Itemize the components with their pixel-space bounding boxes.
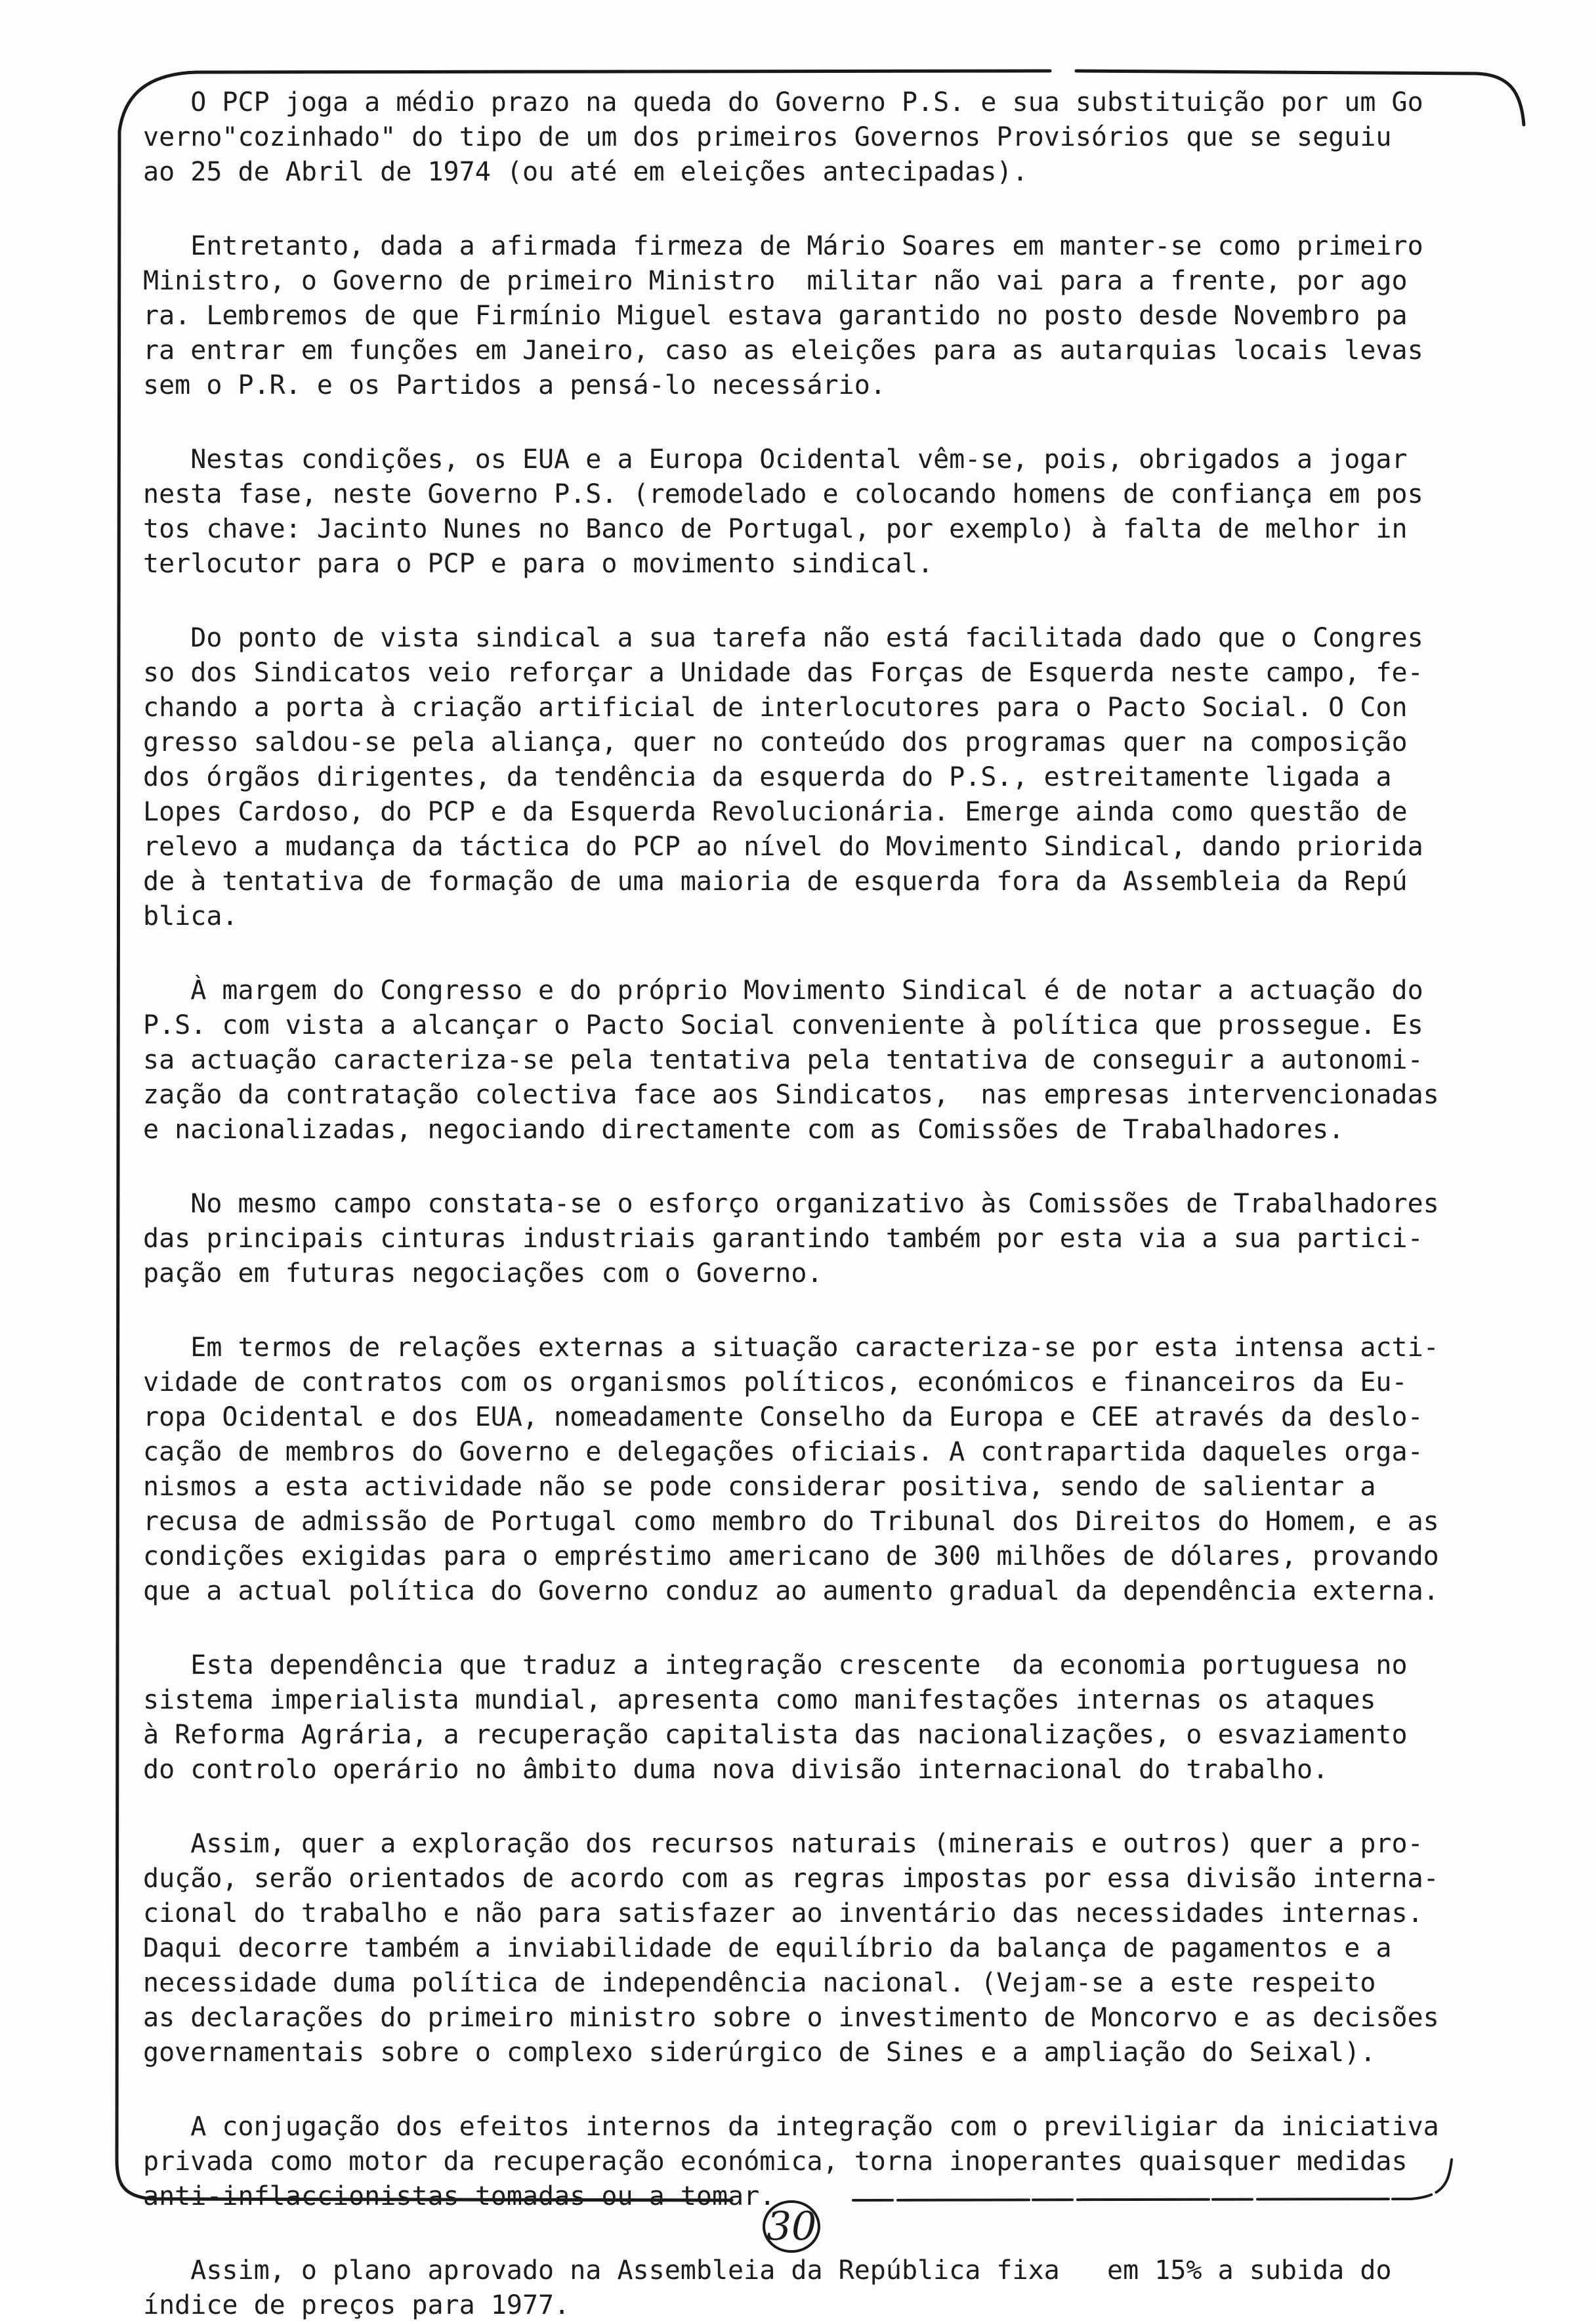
text-line: dução, serão orientados de acordo com as regras impostas por essa divisão interna-: [143, 1864, 1439, 1894]
text-line: governamentais sobre o complexo siderúrgico de Sines e a ampliação do Seixal).: [143, 2037, 1376, 2068]
text-line: pação em futuras negociações com o Governo.: [143, 1258, 823, 1289]
text-line: gresso saldou-se pela aliança, quer no conteúdo dos programas quer na composição: [143, 727, 1408, 757]
text-line: nesta fase, neste Governo P.S. (remodelado e colocando homens de confiança em pos: [143, 479, 1423, 509]
text-line: Daqui decorre também a inviabilidade de equilíbrio da balança de pagamentos e a: [143, 1933, 1392, 1963]
text-line: No mesmo campo constata-se o esforço organizativo às Comissões de Trabalhadores: [143, 1189, 1439, 1219]
text-line: sistema imperialista mundial, apresenta como manifestações internas os ataques: [143, 1685, 1376, 1715]
body-text: [143, 85, 1495, 2323]
text-line: de à tentativa de formação de uma maioria de esquerda fora da Assembleia da Repú: [143, 866, 1408, 897]
paragraph: [143, 229, 1495, 403]
text-line: Entretanto, dada a afirmada firmeza de Mário Soares em manter-se como primeiro: [143, 231, 1423, 261]
text-line: P.S. com vista a alcançar o Pacto Social conveniente à política que prossegue. Es: [143, 1010, 1423, 1040]
paragraph: [143, 1187, 1495, 1291]
text-line: zação da contratação colectiva face aos Sindicatos, nas empresas intervencionadas: [143, 1080, 1439, 1110]
text-line: relevo a mudança da táctica do PCP ao nível do Movimento Sindical, dando priorida: [143, 832, 1423, 862]
paragraph: [143, 85, 1495, 190]
paragraph: [143, 1331, 1495, 1609]
text-line: blica.: [143, 901, 238, 931]
text-line: recusa de admissão de Portugal como membro do Tribunal dos Direitos do Homem, e as: [143, 1506, 1439, 1537]
text-line: Lopes Cardoso, do PCP e da Esquerda Revolucionária. Emerge ainda como questão de: [143, 797, 1408, 827]
paragraph: [143, 973, 1495, 1147]
text-line: Ministro, o Governo de primeiro Ministro militar não vai para a frente, por ago: [143, 266, 1408, 296]
text-line: índice de preços para 1977.: [143, 2290, 570, 2320]
text-line: ra. Lembremos de que Firmínio Miguel estava garantido no posto desde Novembro pa: [143, 301, 1408, 331]
text-line: Em termos de relações externas a situação caracteriza-se por esta intensa acti-: [143, 1332, 1439, 1363]
text-line: Esta dependência que traduz a integração crescente da economia portuguesa no: [143, 1650, 1408, 1680]
text-line: à Reforma Agrária, a recuperação capitalista das nacionalizações, o esvaziamento: [143, 1720, 1408, 1750]
paragraph: [143, 2253, 1495, 2323]
text-line: Nestas condições, os EUA e a Europa Ocidental vêm-se, pois, obrigados a jogar: [143, 444, 1408, 475]
text-line: chando a porta à criação artificial de interlocutores para o Pacto Social. O Con: [143, 693, 1408, 723]
paragraph: [143, 442, 1495, 582]
text-line: O PCP joga a médio prazo na queda do Governo P.S. e sua substituição por um Go: [143, 87, 1423, 117]
text-line: nismos a esta actividade não se pode considerar positiva, sendo de salientar a: [143, 1472, 1376, 1502]
paragraph: [143, 1648, 1495, 1787]
paragraph: [143, 1827, 1495, 2070]
text-line: e nacionalizadas, negociando directamente com as Comissões de Trabalhadores.: [143, 1115, 1345, 1145]
text-line: A conjugação dos efeitos internos da integração com o previligiar da iniciativa: [143, 2112, 1439, 2142]
text-line: ra entrar em funções em Janeiro, caso as eleições para as autarquias locais levas: [143, 335, 1423, 366]
text-line: tos chave: Jacinto Nunes no Banco de Portugal, por exemplo) à falta de melhor in: [143, 514, 1408, 544]
text-line: necessidade duma política de independência nacional. (Vejam-se a este respeito: [143, 1968, 1376, 1998]
text-line: verno"cozinhado" do tipo de um dos primeiros Governos Provisórios que se seguiu: [143, 122, 1392, 152]
paragraph: [143, 2110, 1495, 2214]
text-line: as declarações do primeiro ministro sobre o investimento de Moncorvo e as decisões: [143, 2003, 1439, 2033]
text-line: sem o P.R. e os Partidos a pensá-lo necessário.: [143, 370, 886, 400]
text-line: condições exigidas para o empréstimo americano de 300 milhões de dólares, provando: [143, 1541, 1439, 1571]
text-line: so dos Sindicatos veio reforçar a Unidade das Forças de Esquerda neste campo, fe-: [143, 658, 1423, 688]
text-line: que a actual política do Governo conduz ao aumento gradual da dependência externa.: [143, 1576, 1439, 1606]
text-line: privada como motor da recuperação económica, torna inoperantes quaisquer medidas: [143, 2146, 1408, 2177]
text-line: dos órgãos dirigentes, da tendência da esquerda do P.S., estreitamente ligada a: [143, 762, 1392, 792]
paragraph: [143, 621, 1495, 934]
text-line: vidade de contratos com os organismos políticos, económicos e financeiros da Eu-: [143, 1367, 1408, 1397]
text-line: À margem do Congresso e do próprio Movimento Sindical é de notar a actuação do: [143, 975, 1423, 1006]
text-line: terlocutor para o PCP e para o movimento sindical.: [143, 549, 934, 579]
text-line: cação de membros do Governo e delegações oficiais. A contrapartida daqueles orga-: [143, 1437, 1423, 1467]
text-line: das principais cinturas industriais garantindo também por esta via a sua partici-: [143, 1224, 1423, 1254]
text-line: ao 25 de Abril de 1974 (ou até em eleições antecipadas).: [143, 157, 1028, 187]
text-line: anti-inflaccionistas tomadas ou a tomar.: [143, 2181, 776, 2211]
text-line: Assim, o plano aprovado na Assembleia da República fixa em 15% a subida do: [143, 2255, 1392, 2286]
text-line: ropa Ocidental e dos EUA, nomeadamente Conselho da Europa e CEE através da deslo-: [143, 1402, 1423, 1432]
text-line: cional do trabalho e não para satisfazer ao inventário das necessidades internas.: [143, 1898, 1423, 1929]
text-line: Do ponto de vista sindical a sua tarefa não está facilitada dado que o Congres: [143, 623, 1423, 653]
text-line: sa actuação caracteriza-se pela tentativa pela tentativa de conseguir a autonomi-: [143, 1045, 1423, 1075]
page-number: 30: [766, 2204, 817, 2249]
text-line: Assim, quer a exploração dos recursos naturais (minerais e outros) quer a pro-: [143, 1829, 1423, 1859]
text-line: do controlo operário no âmbito duma nova divisão internacional do trabalho.: [143, 1755, 1329, 1785]
